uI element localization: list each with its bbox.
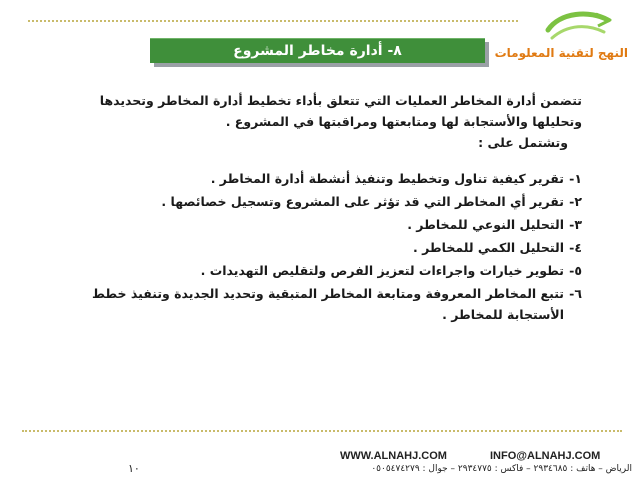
item-number: ٦- bbox=[569, 286, 582, 301]
intro-line-3: وتشتمل على : bbox=[478, 135, 568, 150]
footer-website-link[interactable]: WWW.ALNAHJ.COM bbox=[340, 450, 447, 462]
item-text: التحليل النوعي للمخاطر . bbox=[407, 217, 564, 232]
slide-body bbox=[72, 90, 582, 325]
list-item bbox=[72, 259, 582, 282]
list-item bbox=[72, 167, 582, 190]
logo-swoosh-icon bbox=[538, 8, 618, 48]
item-number: ٤- bbox=[569, 240, 582, 255]
item-text: تتبع المخاطر المعروفة ومتابعة المخاطر المتبقية وتحديد الجديدة وتنفيذ خطط bbox=[92, 286, 564, 301]
item-text: تطوير خيارات واجراءات لتعزيز الفرص ولتقليص التهديدات . bbox=[200, 263, 564, 278]
list-item bbox=[72, 282, 582, 305]
company-logo bbox=[494, 8, 628, 70]
item-text: تقرير أي المخاطر التي قد تؤثر على المشروع وتسجيل خصائصها . bbox=[161, 194, 564, 209]
item-number: ٥- bbox=[569, 263, 582, 278]
footer-contact bbox=[340, 450, 630, 462]
item-number: ١- bbox=[569, 171, 582, 186]
intro-line-1: تتضمن أدارة المخاطر العمليات التي تتعلق بأداء تخطيط أدارة المخاطر وتحديدها bbox=[99, 93, 582, 108]
list-item bbox=[72, 213, 582, 236]
item-text: التحليل الكمي للمخاطر . bbox=[413, 240, 564, 255]
footer-address: الرياض – هاتف : ٢٩٣٤٦٨٥ – فاكس : ٢٩٣٤٧٧٥ – جوال : ٠٥٠٥٤٧٤٢٧٩ bbox=[371, 464, 632, 474]
top-dotted-divider bbox=[28, 20, 518, 22]
item-number: ٣- bbox=[569, 217, 582, 232]
logo-text: النهج لتقنية المعلومات bbox=[494, 46, 628, 60]
page-number: ١٠ bbox=[128, 462, 140, 475]
item-list bbox=[72, 167, 582, 325]
item-number: ٢- bbox=[569, 194, 582, 209]
item-continuation: الأستجابة للمخاطر . bbox=[442, 307, 564, 322]
footer-email-link[interactable]: INFO@ALNAHJ.COM bbox=[490, 450, 601, 462]
list-item bbox=[72, 190, 582, 213]
bottom-dotted-divider bbox=[22, 430, 622, 432]
item-text: تقرير كيفية تناول وتخطيط وتنفيذ أنشطة أدارة المخاطر . bbox=[210, 171, 564, 186]
list-item bbox=[72, 236, 582, 259]
intro-line-2: وتحليلها والأستجابة لها ومتابعتها ومراقبتها في المشروع . bbox=[225, 114, 582, 129]
slide-title: ٨- أدارة مخاطر المشروع bbox=[150, 38, 485, 63]
